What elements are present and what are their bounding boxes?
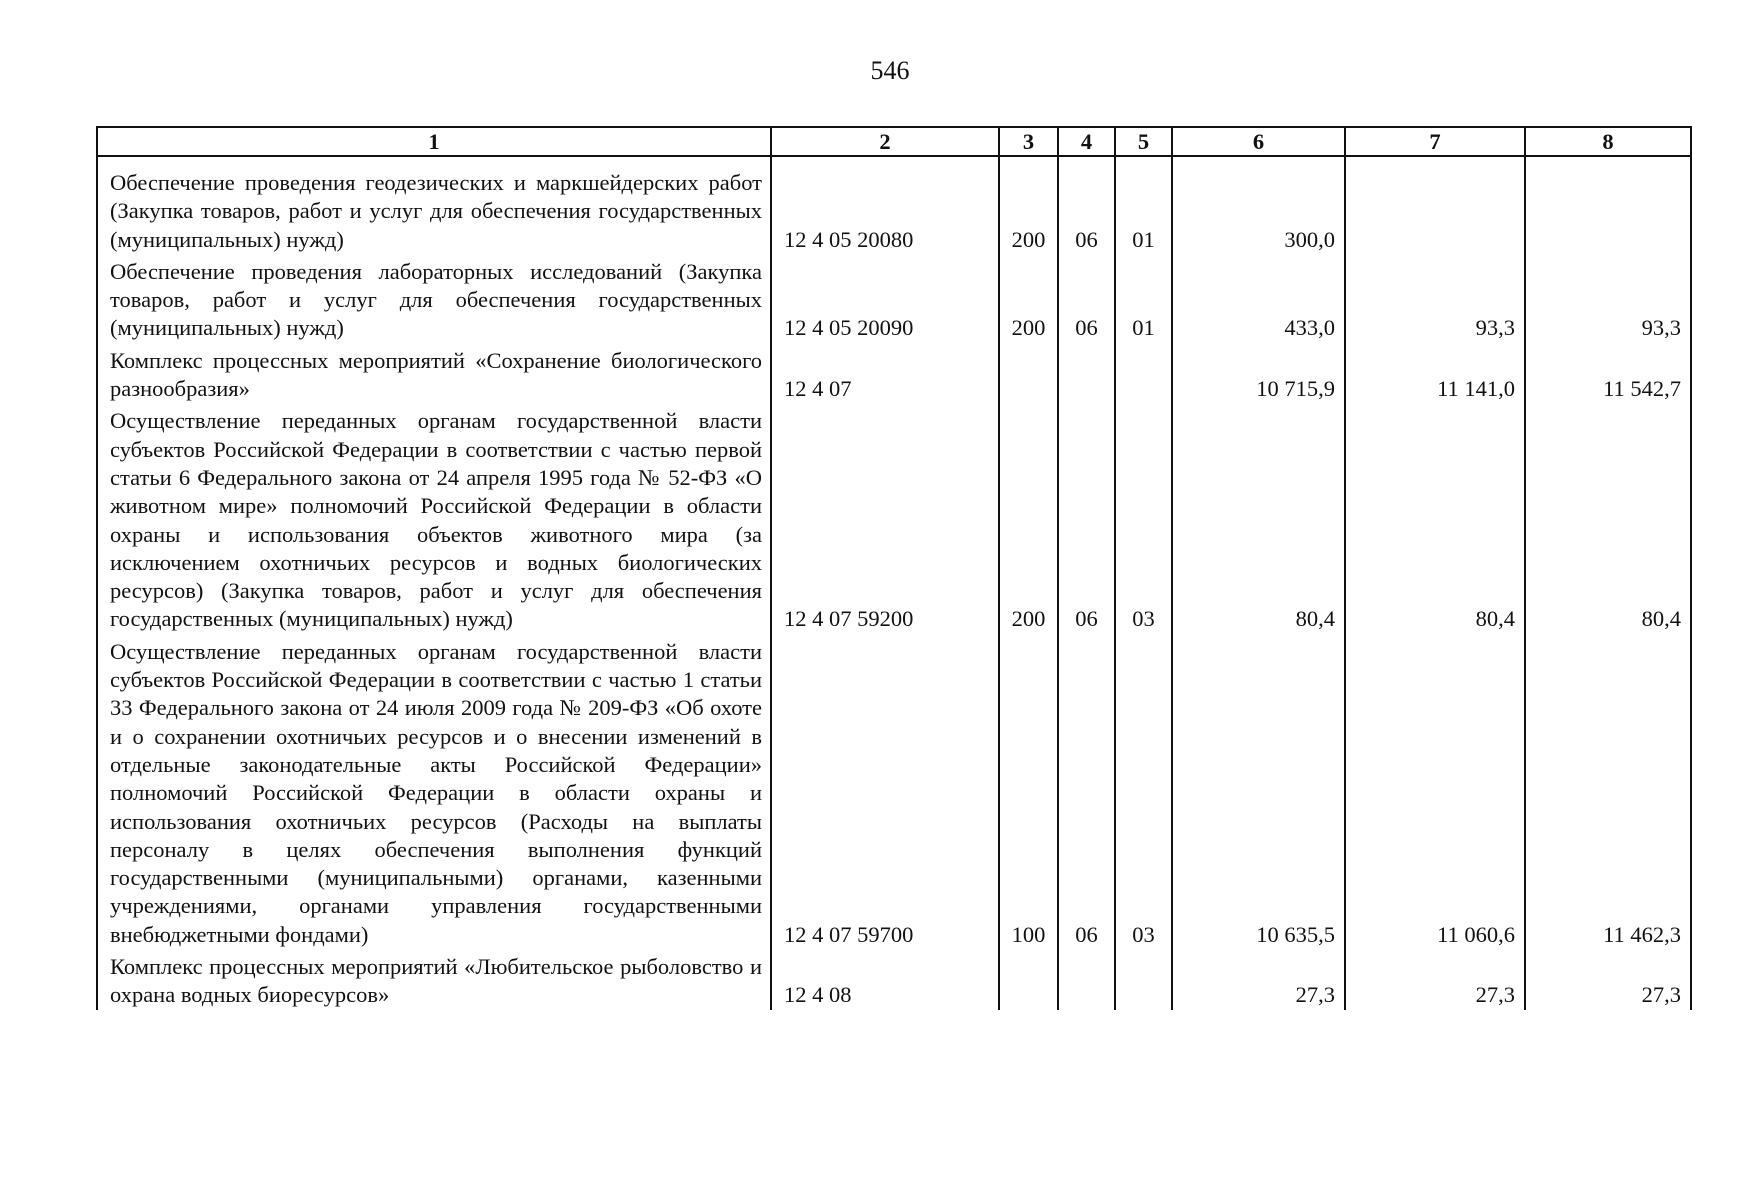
table-row xyxy=(97,343,1691,404)
table-row xyxy=(97,949,1691,1010)
row-col8: 11 462,3 xyxy=(1525,634,1691,949)
row-col6: 27,3 xyxy=(1172,949,1345,1010)
row-name: Обеспечение проведения лабораторных исследований (Закупка товаров, работ и услуг для обеспечения государственных (муниципальных) нужд) xyxy=(97,254,771,343)
row-col8: 93,3 xyxy=(1525,254,1691,343)
row-code: 12 4 07 59700 xyxy=(771,634,999,949)
column-header: 6 xyxy=(1172,127,1345,156)
row-name: Осуществление переданных органам государственной власти субъектов Российской Федерации в соответствии с частью первой статьи 6 Федерального закона от 24 апреля 1995 года № 52-ФЗ «О животном мире» полномочий Российской Федерации в области охраны и использования объектов животного мира (за исключением охотничьих ресурсов и водных биологических ресурсов) (Закупка товаров, работ и услуг для обеспечения государственных (муниципальных) нужд) xyxy=(97,403,771,633)
row-name: Комплекс процессных мероприятий «Сохранение биологического разнообразия» xyxy=(97,343,771,404)
row-col4 xyxy=(1058,949,1115,1010)
column-header: 2 xyxy=(771,127,999,156)
row-code: 12 4 05 20090 xyxy=(771,254,999,343)
row-col8: 27,3 xyxy=(1525,949,1691,1010)
row-col5: 03 xyxy=(1115,634,1172,949)
row-col4: 06 xyxy=(1058,403,1115,633)
row-name: Комплекс процессных мероприятий «Любительское рыболовство и охрана водных биоресурсов» xyxy=(97,949,771,1010)
row-col5 xyxy=(1115,949,1172,1010)
row-col8: 80,4 xyxy=(1525,403,1691,633)
row-col7 xyxy=(1345,156,1525,254)
row-code: 12 4 08 xyxy=(771,949,999,1010)
row-col4: 06 xyxy=(1058,156,1115,254)
column-header: 4 xyxy=(1058,127,1115,156)
table-header-row xyxy=(97,127,1691,156)
row-col6: 80,4 xyxy=(1172,403,1345,633)
row-col8: 11 542,7 xyxy=(1525,343,1691,404)
page-number: 546 xyxy=(870,56,910,85)
row-col3: 200 xyxy=(999,254,1058,343)
row-col4: 06 xyxy=(1058,254,1115,343)
row-col3: 200 xyxy=(999,403,1058,633)
row-col5: 01 xyxy=(1115,254,1172,343)
row-col3 xyxy=(999,949,1058,1010)
column-header: 3 xyxy=(999,127,1058,156)
row-code: 12 4 07 59200 xyxy=(771,403,999,633)
row-col3: 100 xyxy=(999,634,1058,949)
table-row xyxy=(97,254,1691,343)
row-col8 xyxy=(1525,156,1691,254)
table-row xyxy=(97,156,1691,254)
budget-table xyxy=(96,126,1692,1010)
row-col5: 01 xyxy=(1115,156,1172,254)
row-col6: 433,0 xyxy=(1172,254,1345,343)
row-col3 xyxy=(999,343,1058,404)
table-row xyxy=(97,634,1691,949)
row-col5: 03 xyxy=(1115,403,1172,633)
column-header: 5 xyxy=(1115,127,1172,156)
row-col6: 10 715,9 xyxy=(1172,343,1345,404)
row-col7: 11 060,6 xyxy=(1345,634,1525,949)
row-name: Обеспечение проведения геодезических и маркшейдерских работ (Закупка товаров, работ и услуг для обеспечения государственных (муниципальных) нужд) xyxy=(97,156,771,254)
row-col6: 300,0 xyxy=(1172,156,1345,254)
row-name: Осуществление переданных органам государственной власти субъектов Российской Федерации в соответствии с частью 1 статьи 33 Федерального закона от 24 июля 2009 года № 209-ФЗ «Об охоте и о сохранении охотничьих ресурсов и о внесении изменений в отдельные законодательные акты Российской Федерации» полномочий Российской Федерации в области охраны и использования охотничьих ресурсов (Расходы на выплаты персоналу в целях обеспечения выполнения функций государственными (муниципальными) органами, казенными учреждениями, органами управления государственными внебюджетными фондами) xyxy=(97,634,771,949)
column-header: 8 xyxy=(1525,127,1691,156)
table-row xyxy=(97,403,1691,633)
row-col7: 80,4 xyxy=(1345,403,1525,633)
row-col7: 93,3 xyxy=(1345,254,1525,343)
column-header: 7 xyxy=(1345,127,1525,156)
column-header: 1 xyxy=(97,127,771,156)
row-col6: 10 635,5 xyxy=(1172,634,1345,949)
row-code: 12 4 07 xyxy=(771,343,999,404)
row-col4 xyxy=(1058,343,1115,404)
row-col5 xyxy=(1115,343,1172,404)
row-code: 12 4 05 20080 xyxy=(771,156,999,254)
row-col7: 11 141,0 xyxy=(1345,343,1525,404)
row-col7: 27,3 xyxy=(1345,949,1525,1010)
row-col4: 06 xyxy=(1058,634,1115,949)
row-col3: 200 xyxy=(999,156,1058,254)
